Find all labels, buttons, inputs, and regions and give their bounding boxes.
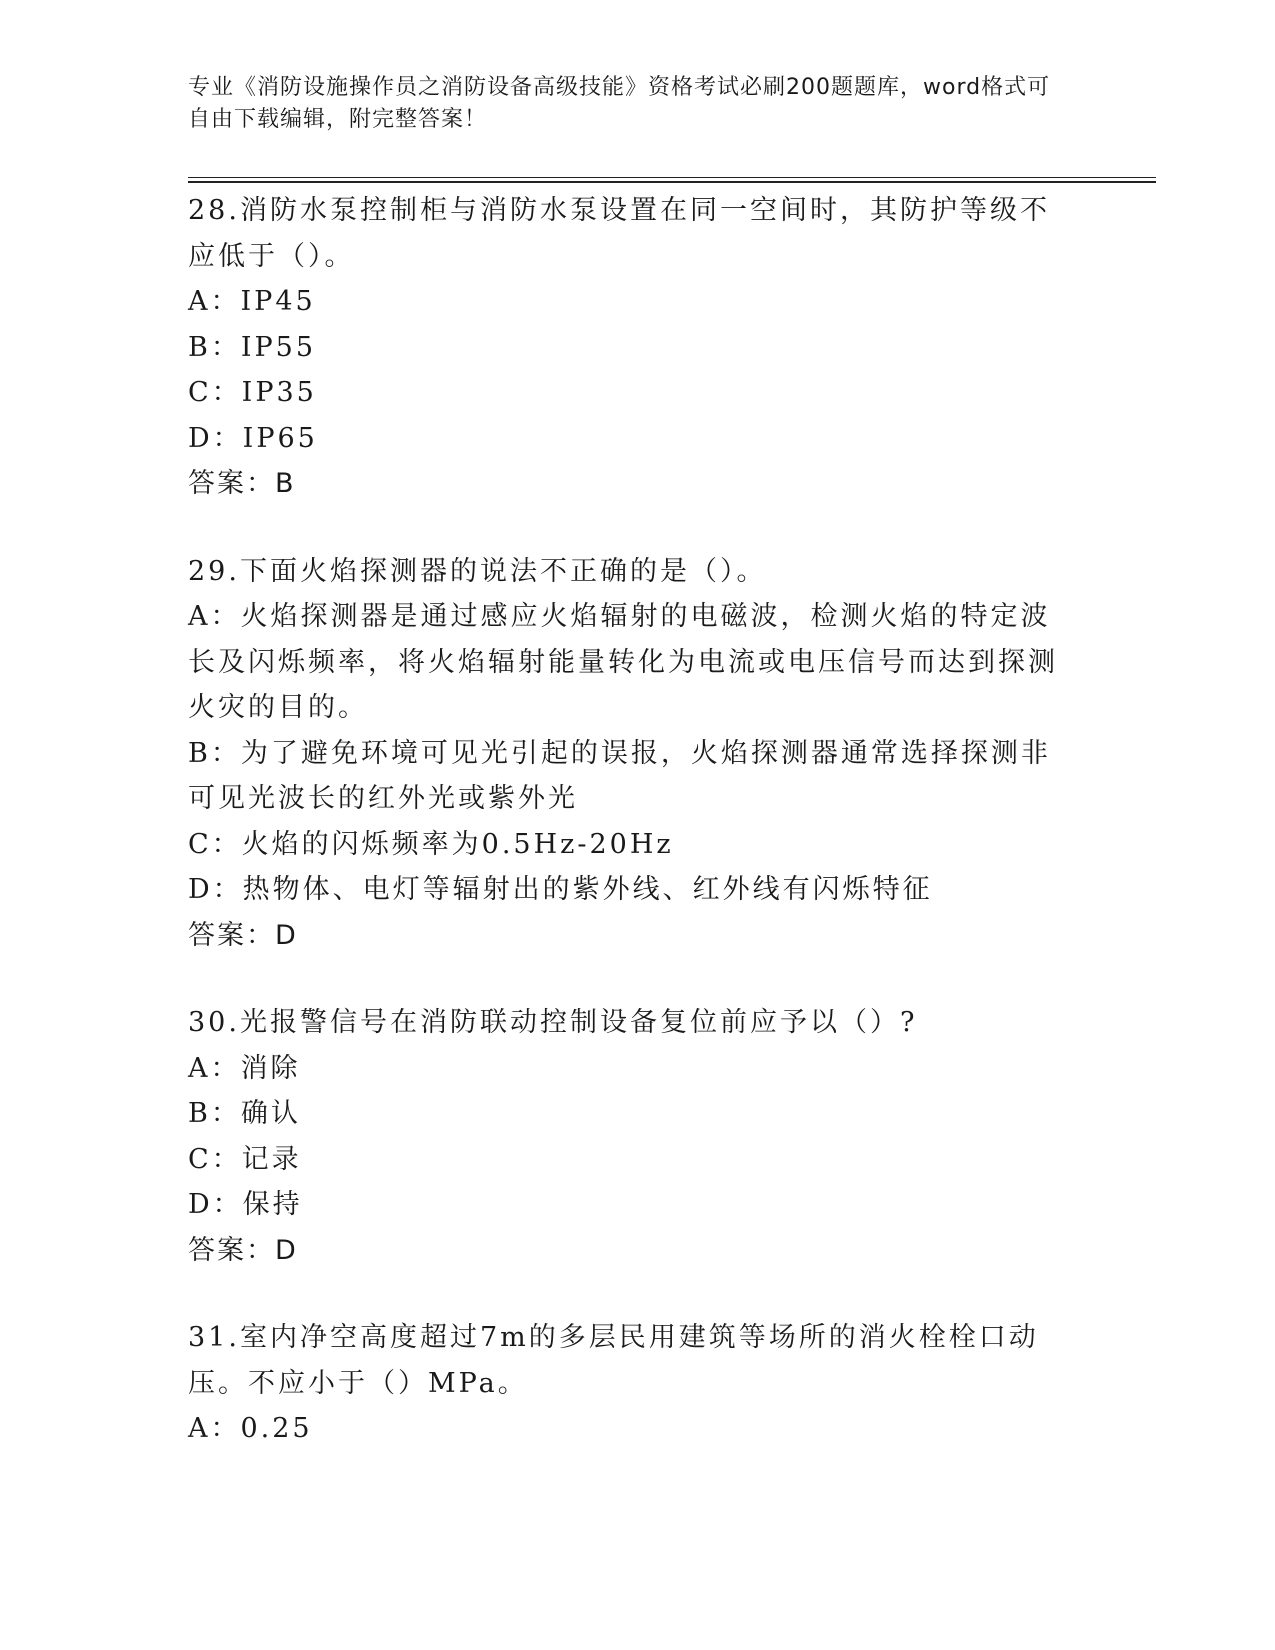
question-29: [188, 549, 1088, 959]
document-header: 专业《消防设施操作员之消防设备高级技能》资格考试必刷200题题库，word格式可自由下载编辑，附完整答案！: [188, 75, 1051, 132]
option-b: B：为了避免环境可见光引起的误报，火焰探测器通常选择探测非可见光波长的红外光或紫外光: [188, 737, 1051, 814]
option-a: A：消除: [188, 1052, 301, 1084]
option-d: D：IP65: [188, 422, 318, 454]
question-31: [188, 1315, 1088, 1452]
question-stem: 29.下面火焰探测器的说法不正确的是（）。: [188, 555, 767, 587]
option-c: C：记录: [188, 1143, 302, 1175]
option-d: D：热物体、电灯等辐射出的紫外线、红外线有闪烁特征: [188, 874, 933, 905]
question-30: [188, 1000, 1088, 1273]
option-b: B：IP55: [188, 331, 317, 363]
answer-label: 答案：D: [188, 919, 298, 951]
option-a: A：IP45: [188, 286, 316, 317]
option-d: D：保持: [188, 1189, 303, 1220]
question-stem: 28.消防水泵控制柜与消防水泵设置在同一空间时，其防护等级不应低于（）。: [188, 195, 1050, 272]
question-28: [188, 188, 1088, 507]
question-stem: 30.光报警信号在消防联动控制设备复位前应予以（）?: [188, 1007, 918, 1038]
answer-label: 答案：D: [188, 1234, 298, 1266]
option-c: C：火焰的闪烁频率为0.5Hz-20Hz: [188, 828, 674, 860]
option-b: B：确认: [188, 1098, 301, 1129]
question-list: [188, 188, 1088, 1452]
option-c: C：IP35: [188, 377, 317, 408]
answer-label: 答案：B: [188, 468, 296, 499]
option-a: A：0.25: [188, 1413, 313, 1444]
header-divider-thin: [188, 177, 1156, 178]
question-stem: 31.室内净空高度超过7m的多层民用建筑等场所的消火栓栓口动压。不应小于（）MPa。: [188, 1322, 1039, 1399]
option-a: A：火焰探测器是通过感应火焰辐射的电磁波，检测火焰的特定波长及闪烁频率，将火焰辐射能量转化为电流或电压信号而达到探测火灾的目的。: [188, 601, 1058, 723]
header-divider-thick: [188, 181, 1156, 183]
